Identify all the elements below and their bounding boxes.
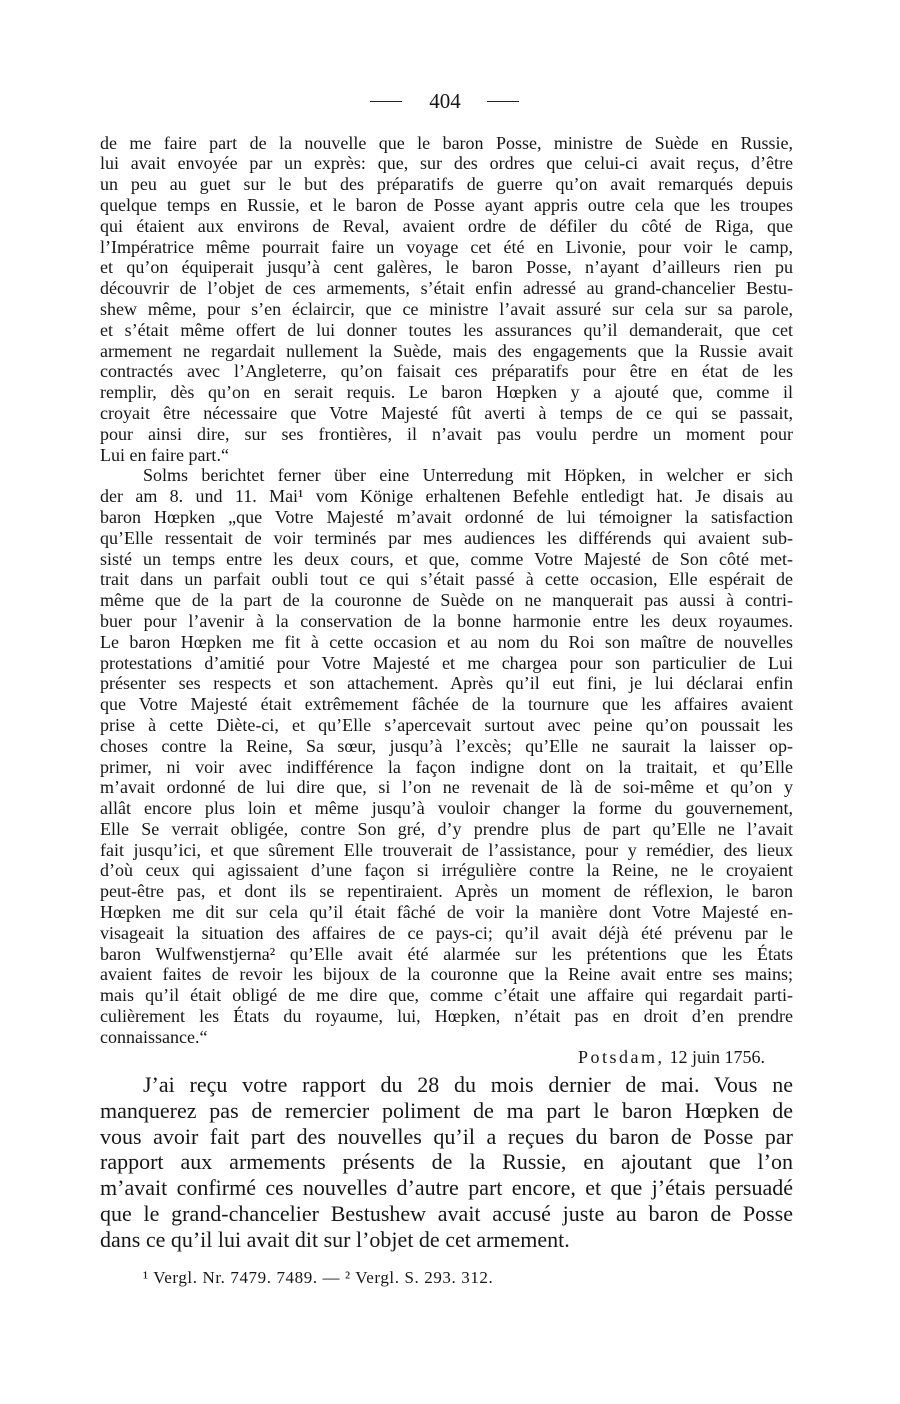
- quoted-dispatch: [100, 133, 793, 1048]
- page-header: [0, 88, 900, 114]
- excerpt-line: remplir, dès qu’on en serait requis. Le baron Hœpken y a ajouté que, comme il: [100, 382, 793, 403]
- excerpt-line: l’Impératrice même pourrait faire un voyage cet été en Livonie, pour voir le camp,: [100, 236, 793, 257]
- report-line: choses contre la Reine, Sa sœur, jusqu’à l’excès; qu’Elle ne saurait la laisser op-: [100, 735, 793, 756]
- report-line: allât encore plus loin et même jusqu’à vouloir changer la forme du gouvernement,: [100, 798, 793, 819]
- report-paragraph: [100, 465, 793, 1047]
- report-line: culièrement les États du royaume, lui, Hœpken, n’était pas en droit d’en prendre: [100, 1006, 793, 1027]
- reply-line: vous avoir fait part des nouvelles qu’il a reçues du baron de Posse par: [100, 1123, 793, 1149]
- reply-line: que le grand-chancelier Bestushew avait accusé juste au baron de Posse: [100, 1200, 793, 1226]
- report-line: primer, ni voir avec indifférence la façon indigne dont on la traitait, et qu’Elle: [100, 756, 793, 777]
- excerpt-line: un peu au guet sur le but des préparatifs de guerre qu’on avait remarqués depuis: [100, 174, 793, 195]
- report-line: buer pour l’avenir à la conservation de la bonne harmonie entre les deux royaumes.: [100, 610, 793, 631]
- reply-line: manquerez pas de remercier poliment de ma part le baron Hœpken de: [100, 1097, 793, 1123]
- reply-line: J’ai reçu votre rapport du 28 du mois dernier de mai. Vous ne: [143, 1072, 793, 1097]
- excerpt-line: de me faire part de la nouvelle que le baron Posse, ministre de Suède en Russie,: [100, 132, 793, 153]
- excerpt-line: Lui en faire part.“: [100, 444, 229, 465]
- report-line: présenter ses respects et son attachement. Après qu’il eut fini, je lui déclarai enfin: [100, 673, 793, 694]
- excerpt-line: shew même, pour s’en éclaircir, que ce ministre l’avait assuré sur cela sur sa parole,: [100, 298, 793, 319]
- report-line: prise à cette Diète-ci, et qu’Elle s’apercevait surtout avec peine qu’on poussait les: [100, 714, 793, 735]
- report-line: baron Hœpken „que Votre Majesté m’avait ordonné de lui témoigner la satisfaction: [100, 506, 793, 527]
- reply-line: m’avait confirmé ces nouvelles d’autre part encore, et que j’étais persuadé: [100, 1175, 793, 1201]
- report-line: qu’Elle ressentait de voir terminés par mes audiences les différends qui avaient sub-: [100, 527, 793, 548]
- report-line: Elle Se verrait obligée, contre Son gré, d’y prendre plus de part qu’Elle ne l’avait: [100, 818, 793, 839]
- report-line: que Votre Majesté était extrêmement fâchée de la tournure que les affaires avaient: [100, 694, 793, 715]
- report-line: protestations d’amitié pour Votre Majesté et me chargea pour son particulier de Lui: [100, 652, 793, 673]
- report-line: peut-être pas, et dont ils se repentiraient. Après un moment de réflexion, le baron: [100, 881, 793, 902]
- excerpt-line: croyait être nécessaire que Votre Majesté fût averti à temps de ce qui se passait,: [100, 402, 793, 423]
- header-rule-left: [370, 101, 402, 102]
- excerpt-line: lui avait envoyée par un exprès: que, sur des ordres que celui-ci avait reçus, d’être: [100, 153, 793, 174]
- excerpt-line: et s’était même offert de lui donner toutes les assurances qu’il demanderait, que cet: [100, 319, 793, 340]
- excerpt-line: armement ne regardait nullement la Suède, mais des engagements que la Russie avait: [100, 340, 793, 361]
- report-line: connaissance.“: [100, 1026, 208, 1047]
- report-line: Hœpken me dit sur cela qu’il était fâché de voir la manière dont Votre Majesté en-: [100, 902, 793, 923]
- report-line: avaient faites de revoir les bijoux de la couronne que la Reine avait entre ses mains;: [100, 964, 793, 985]
- header-rule-right: [487, 101, 519, 102]
- excerpt-line: contractés avec l’Angleterre, qu’on faisait ces préparatifs pour être en état de les: [100, 361, 793, 382]
- excerpt-line: pour ainsi dire, sur ses frontières, il n’avait pas voulu perdre un moment pour: [100, 423, 793, 444]
- report-line: visageait la situation des affaires de ce pays-ci; qu’il avait déjà été prévenu par le: [100, 922, 793, 943]
- excerpt-line: qui étaient aux environs de Reval, avaient ordre de défiler du côté de Riga, que: [100, 215, 793, 236]
- report-line: mais qu’il était obligé de me dire que, comme c’était une affaire qui regardait parti-: [100, 985, 793, 1006]
- report-line: Le baron Hœpken me fit à cette occasion et au nom du Roi son maître de nouvelles: [100, 631, 793, 652]
- report-line: même que de la part de la couronne de Suède on ne manquerait pas aussi à contri-: [100, 590, 793, 611]
- report-line: trait dans un parfait oubli tout ce qui s’était passé à cette occasion, Elle espérait de: [100, 569, 793, 590]
- page-number: 404: [429, 89, 461, 113]
- report-line: Solms berichtet ferner über eine Unterredung mit Höpken, in welcher er sich: [143, 465, 793, 486]
- excerpt-paragraph: [100, 133, 793, 466]
- report-line: d’où ceux qui agissaient d’une façon si irrégulière contre la Reine, ne le croyaient: [100, 860, 793, 881]
- excerpt-line: découvrir de l’objet de ces armements, s’était enfin adressé au grand-chancelier Bestu-: [100, 278, 793, 299]
- reply-line: rapport aux armements présents de la Russie, en ajoutant que l’on: [100, 1149, 793, 1175]
- report-line: sisté un temps entre les deux cours, et que, comme Votre Majesté de Son côté met-: [100, 548, 793, 569]
- reply-line: dans ce qu’il lui avait dit sur l’objet de cet armement.: [100, 1226, 570, 1252]
- footnotes: ¹ Vergl. Nr. 7479. 7489. — ² Vergl. S. 293. 312.: [143, 1268, 494, 1287]
- excerpt-line: et qu’on équiperait jusqu’à cent galères, le baron Posse, n’ayant d’ailleurs rien pu: [100, 257, 793, 278]
- dateline: [100, 1046, 765, 1068]
- dateline-date: 12 juin 1756.: [669, 1047, 765, 1067]
- dateline-place: Potsdam,: [577, 1047, 665, 1067]
- report-line: fait jusqu’ici, et que sûrement Elle trouverait de l’assistance, pour y remédier, des lieux: [100, 839, 793, 860]
- report-line: der am 8. und 11. Mai¹ vom Könige erhaltenen Befehle entledigt hat. Je disais au: [100, 486, 793, 507]
- excerpt-line: quelque temps en Russie, et le baron de Posse ayant appris outre cela que les troupes: [100, 194, 793, 215]
- report-line: baron Wulfwenstjerna² qu’Elle avait été alarmée sur les prétentions que les États: [100, 943, 793, 964]
- reply-paragraph: [100, 1072, 793, 1253]
- report-line: m’avait ordonné de lui dire que, si l’on ne revenait de là de soi-même et qu’on y: [100, 777, 793, 798]
